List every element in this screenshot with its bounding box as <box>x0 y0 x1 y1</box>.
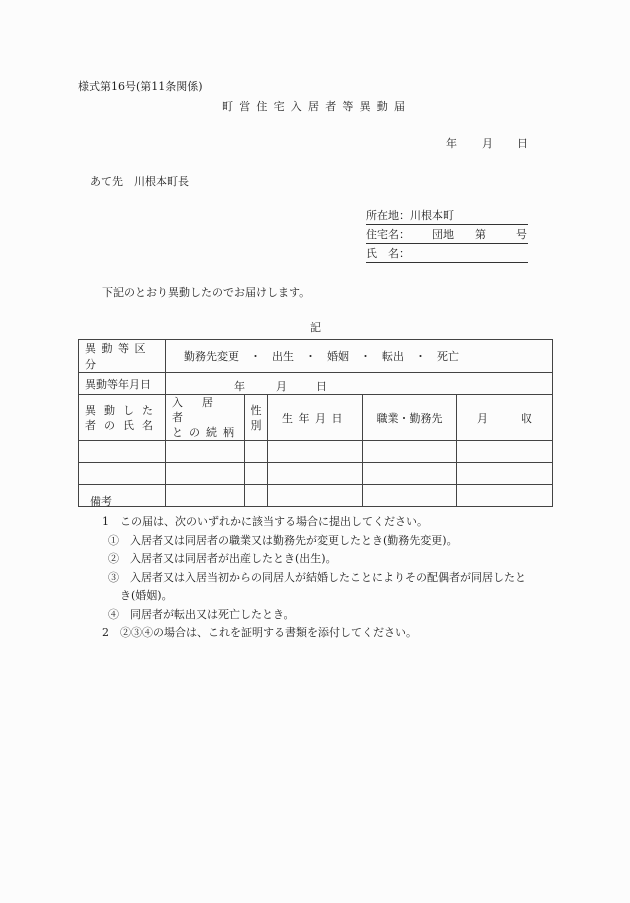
header-birthdate: 生年月日 <box>268 395 363 441</box>
cell-name[interactable] <box>79 441 166 463</box>
column-header-row <box>79 395 553 441</box>
header-sex-line2: 別 <box>250 418 262 432</box>
intro-text: 下記のとおり異動したのでお届けします。 <box>102 286 311 299</box>
cell-relation[interactable] <box>166 441 245 463</box>
cell-birthdate[interactable] <box>268 485 363 507</box>
header-name-line2: 者の氏名 <box>85 418 161 432</box>
header-occupation: 職業・勤務先 <box>363 395 457 441</box>
change-type-label: 異動等区分 <box>79 340 166 373</box>
change-type-row <box>79 340 553 373</box>
cell-occupation[interactable] <box>363 485 457 507</box>
name-field[interactable] <box>366 244 528 263</box>
change-date-row <box>79 373 553 395</box>
note-item: ① 入居者又は同居者の職業又は勤務先が変更したとき(勤務先変更)。 <box>108 534 458 547</box>
housing-field[interactable] <box>366 225 528 244</box>
table-row <box>79 441 553 463</box>
header-relation <box>166 395 245 441</box>
ki-heading: 記 <box>310 321 321 334</box>
cell-income[interactable] <box>457 441 553 463</box>
cell-relation[interactable] <box>166 485 245 507</box>
note-item: き(婚姻)。 <box>120 589 173 602</box>
note-item: 2 ②③④の場合は、これを証明する書類を添付してください。 <box>102 626 417 639</box>
cell-income[interactable] <box>457 463 553 485</box>
address-field[interactable] <box>366 206 528 225</box>
table-row <box>79 485 553 507</box>
change-date-field[interactable] <box>166 373 553 395</box>
header-relation-line1: 入 居 者 <box>172 396 232 424</box>
cell-income[interactable] <box>457 485 553 507</box>
note-item: ③ 入居者又は入居当初からの同居人が結婚したことによりその配偶者が同居したと <box>108 571 526 584</box>
notes-heading: 備考 <box>90 495 112 508</box>
header-income: 月 収 <box>457 395 553 441</box>
housing-go: 号 <box>516 228 527 241</box>
cell-relation[interactable] <box>166 463 245 485</box>
table-row <box>79 463 553 485</box>
header-sex-line1: 性 <box>250 403 262 417</box>
cell-name[interactable] <box>79 463 166 485</box>
cell-birthdate[interactable] <box>268 463 363 485</box>
note-item: 1 この届は、次のいずれかに該当する場合に提出してください。 <box>102 515 428 528</box>
cell-sex[interactable] <box>245 463 268 485</box>
change-date-label: 異動等年月日 <box>79 373 166 395</box>
header-name-line1: 異動した <box>85 403 161 417</box>
cell-occupation[interactable] <box>363 463 457 485</box>
change-table <box>78 339 553 507</box>
cell-sex[interactable] <box>245 485 268 507</box>
cell-sex[interactable] <box>245 441 268 463</box>
date-month-label: 月 <box>482 137 493 150</box>
name-label: 氏 名： <box>366 247 410 260</box>
cell-birthdate[interactable] <box>268 441 363 463</box>
header-sex <box>245 395 268 441</box>
cell-occupation[interactable] <box>363 441 457 463</box>
date-year-label: 年 <box>446 137 457 150</box>
change-date-day: 日 <box>316 380 327 393</box>
header-relation-line2: との続柄 <box>172 426 240 439</box>
change-date-year: 年 <box>234 380 245 393</box>
addressee: あて先 川根本町長 <box>90 175 189 188</box>
housing-label: 住宅名： <box>366 228 410 241</box>
address-label: 所在地：川根本町 <box>366 209 454 222</box>
note-item: ④ 同居者が転出又は死亡したとき。 <box>108 608 295 621</box>
note-item: ② 入居者又は同居者が出産したとき(出生)。 <box>108 552 337 565</box>
change-date-month: 月 <box>276 380 287 393</box>
housing-danchi: 団地 <box>432 228 454 241</box>
header-name <box>79 395 166 441</box>
housing-dai: 第 <box>475 228 486 241</box>
form-number: 様式第16号(第11条関係) <box>78 80 203 93</box>
change-type-options[interactable]: 勤務先変更 ・ 出生 ・ 婚姻 ・ 転出 ・ 死亡 <box>166 340 553 373</box>
date-day-label: 日 <box>517 137 528 150</box>
page-title: 町営住宅入居者等異動届 <box>222 100 412 113</box>
